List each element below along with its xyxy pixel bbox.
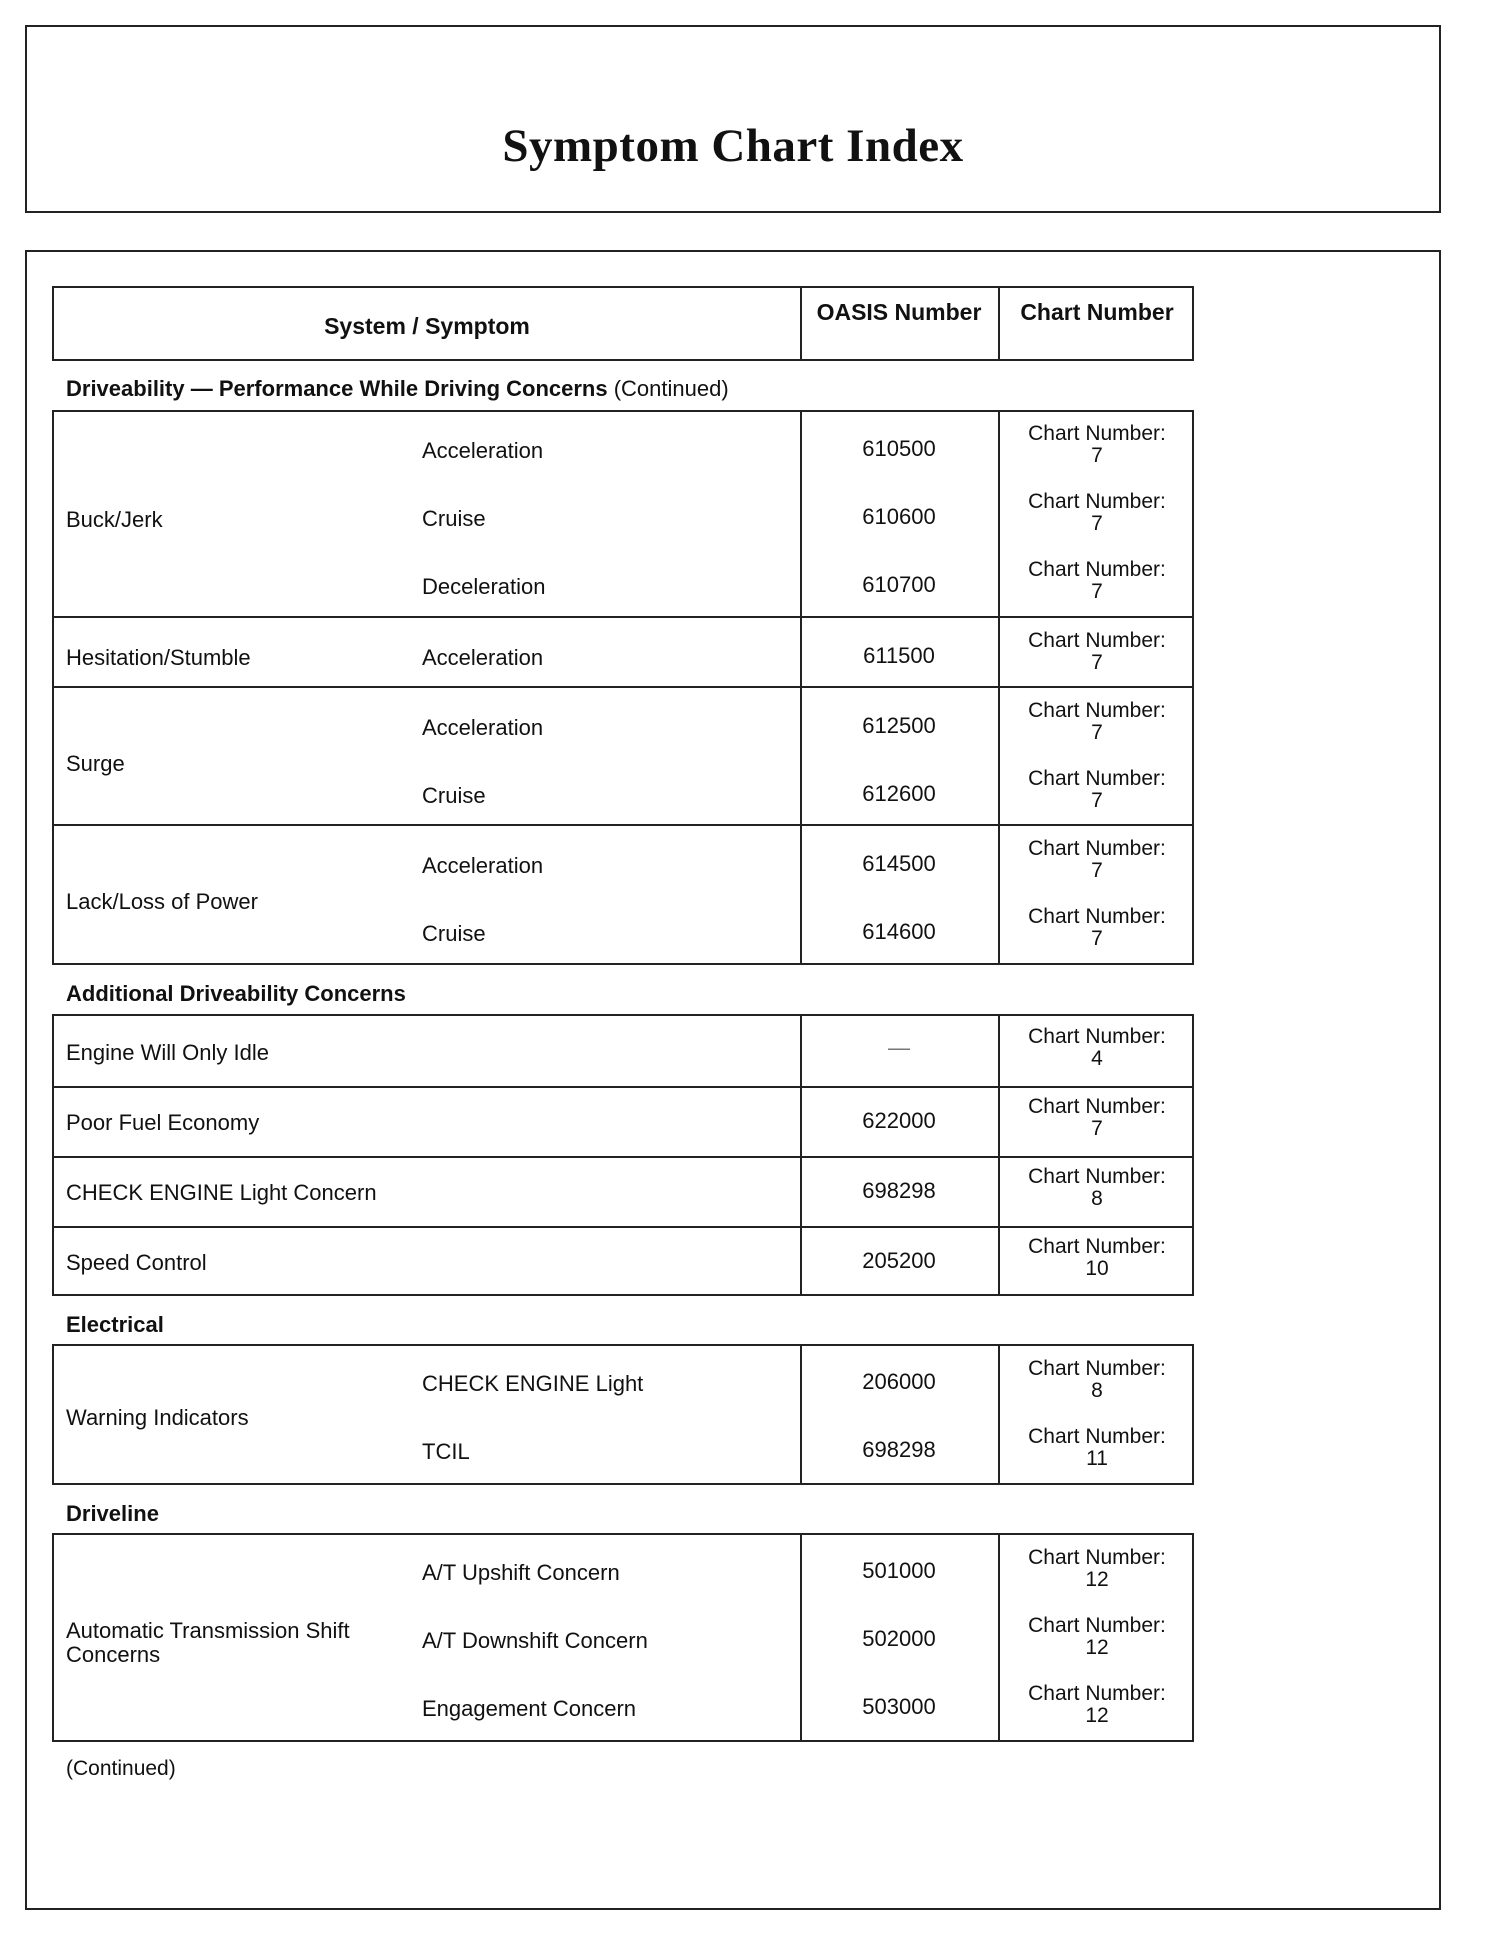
row-chart (998, 768, 1196, 812)
chart-label: Chart Number: (1028, 1025, 1166, 1048)
row-symptom: Acceleration (422, 438, 544, 463)
row-system-buck-jerk: Buck/Jerk (66, 507, 163, 532)
section-driveability-note: (Continued) (613, 376, 729, 401)
chart-value: 11 (1086, 1447, 1108, 1470)
row-chart (998, 1236, 1196, 1280)
row-chart (998, 1166, 1196, 1210)
section-additional-label: Additional Driveability Concerns (66, 981, 406, 1006)
chart-label: Chart Number: (1028, 422, 1166, 445)
chart-label: Chart Number: (1028, 1357, 1166, 1380)
chart-value: 7 (1091, 444, 1103, 467)
row-oasis: 206000 (862, 1369, 936, 1394)
row-oasis: 614600 (862, 919, 936, 944)
header-oasis-number: OASIS Number (816, 299, 982, 325)
row-chart (998, 838, 1196, 882)
row-symptom: Acceleration (422, 645, 544, 670)
row-oasis: 502000 (862, 1626, 936, 1651)
row-oasis: 205200 (862, 1248, 936, 1273)
row-oasis: 501000 (862, 1558, 936, 1583)
chart-value: 7 (1091, 859, 1103, 882)
row-symptom: Cruise (422, 506, 486, 531)
chart-value: 7 (1091, 789, 1103, 812)
row-chart (998, 559, 1196, 603)
chart-label: Chart Number: (1028, 767, 1166, 790)
section-electrical (66, 1312, 164, 1338)
row-system-surge: Surge (66, 751, 125, 776)
row-symptom: Cruise (422, 783, 486, 808)
chart-label: Chart Number: (1028, 1682, 1166, 1705)
header-system-symptom: System / Symptom (324, 313, 530, 339)
row-chart (998, 1426, 1196, 1470)
table-header (52, 286, 1194, 361)
chart-value: 10 (1085, 1257, 1109, 1280)
row-oasis: 612600 (862, 781, 936, 806)
table-additional (52, 1014, 1194, 1296)
chart-value: 7 (1091, 580, 1103, 603)
table-driveline (52, 1533, 1194, 1742)
section-driveline-label: Driveline (66, 1501, 159, 1526)
chart-label: Chart Number: (1028, 490, 1166, 513)
chart-label: Chart Number: (1028, 1614, 1166, 1637)
row-system-hesitation: Hesitation/Stumble (66, 645, 251, 670)
row-chart (998, 1615, 1196, 1659)
chart-label: Chart Number: (1028, 837, 1166, 860)
chart-label: Chart Number: (1028, 1546, 1166, 1569)
row-oasis: 503000 (862, 1694, 936, 1719)
chart-value: 7 (1091, 1117, 1103, 1140)
row-oasis: 610700 (862, 572, 936, 597)
row-symptom: Engagement Concern (422, 1696, 637, 1721)
chart-value: 12 (1085, 1704, 1109, 1727)
table-driveability (52, 410, 1194, 965)
row-oasis: 612500 (862, 713, 936, 738)
row-oasis: — (888, 1035, 910, 1060)
row-symptom: A/T Upshift Concern (422, 1560, 620, 1585)
row-chart (998, 1683, 1196, 1727)
row-symptom: TCIL (422, 1439, 470, 1464)
chart-value: 7 (1091, 721, 1103, 744)
chart-value: 8 (1091, 1379, 1103, 1402)
chart-label: Chart Number: (1028, 629, 1166, 652)
chart-label: Chart Number: (1028, 1095, 1166, 1118)
row-system-idle: Engine Will Only Idle (66, 1040, 269, 1065)
section-driveline (66, 1501, 159, 1527)
row-oasis: 698298 (862, 1178, 936, 1203)
row-oasis: 698298 (862, 1437, 936, 1462)
row-system-fuel: Poor Fuel Economy (66, 1110, 260, 1135)
chart-label: Chart Number: (1028, 1235, 1166, 1258)
row-chart (998, 1096, 1196, 1140)
row-oasis: 611500 (863, 643, 935, 668)
row-oasis: 610600 (862, 504, 936, 529)
row-chart (998, 1358, 1196, 1402)
row-chart (998, 906, 1196, 950)
row-symptom: CHECK ENGINE Light (422, 1371, 644, 1396)
row-system-check-engine: CHECK ENGINE Light Concern (66, 1180, 377, 1205)
chart-label: Chart Number: (1028, 1165, 1166, 1188)
page-title: Symptom Chart Index (502, 120, 964, 172)
section-electrical-label: Electrical (66, 1312, 164, 1337)
header-chart-number: Chart Number (1020, 299, 1174, 325)
chart-value: 4 (1091, 1047, 1103, 1070)
row-oasis: 622000 (862, 1108, 936, 1133)
row-chart (998, 700, 1196, 744)
row-system-lack-power: Lack/Loss of Power (66, 889, 258, 914)
row-oasis: 610500 (862, 436, 936, 461)
chart-label: Chart Number: (1028, 1425, 1166, 1448)
row-symptom: Deceleration (422, 574, 546, 599)
row-chart (998, 1547, 1196, 1591)
table-electrical (52, 1344, 1194, 1485)
chart-value: 7 (1091, 927, 1103, 950)
row-symptom: Acceleration (422, 715, 544, 740)
section-additional (66, 981, 406, 1007)
row-chart (998, 423, 1196, 467)
row-system-auto-trans: Automatic Transmission Shift Concerns (66, 1618, 350, 1667)
title-box (25, 25, 1441, 213)
chart-value: 8 (1091, 1187, 1103, 1210)
row-symptom: Cruise (422, 921, 486, 946)
section-driveability-label: Driveability — Performance While Driving Concerns (66, 376, 608, 401)
section-driveability (66, 376, 729, 402)
chart-label: Chart Number: (1028, 905, 1166, 928)
chart-label: Chart Number: (1028, 558, 1166, 581)
row-chart (998, 491, 1196, 535)
row-symptom: A/T Downshift Concern (422, 1628, 648, 1653)
row-system-warning: Warning Indicators (66, 1405, 249, 1430)
row-chart (998, 1026, 1196, 1070)
chart-value: 7 (1091, 512, 1103, 535)
chart-value: 12 (1085, 1568, 1109, 1591)
row-symptom: Acceleration (422, 853, 544, 878)
chart-label: Chart Number: (1028, 699, 1166, 722)
row-chart (998, 630, 1196, 674)
continued-note: (Continued) (66, 1757, 176, 1780)
row-oasis: 614500 (862, 851, 936, 876)
row-system-speed: Speed Control (66, 1250, 207, 1275)
chart-value: 12 (1085, 1636, 1109, 1659)
chart-value: 7 (1091, 651, 1103, 674)
